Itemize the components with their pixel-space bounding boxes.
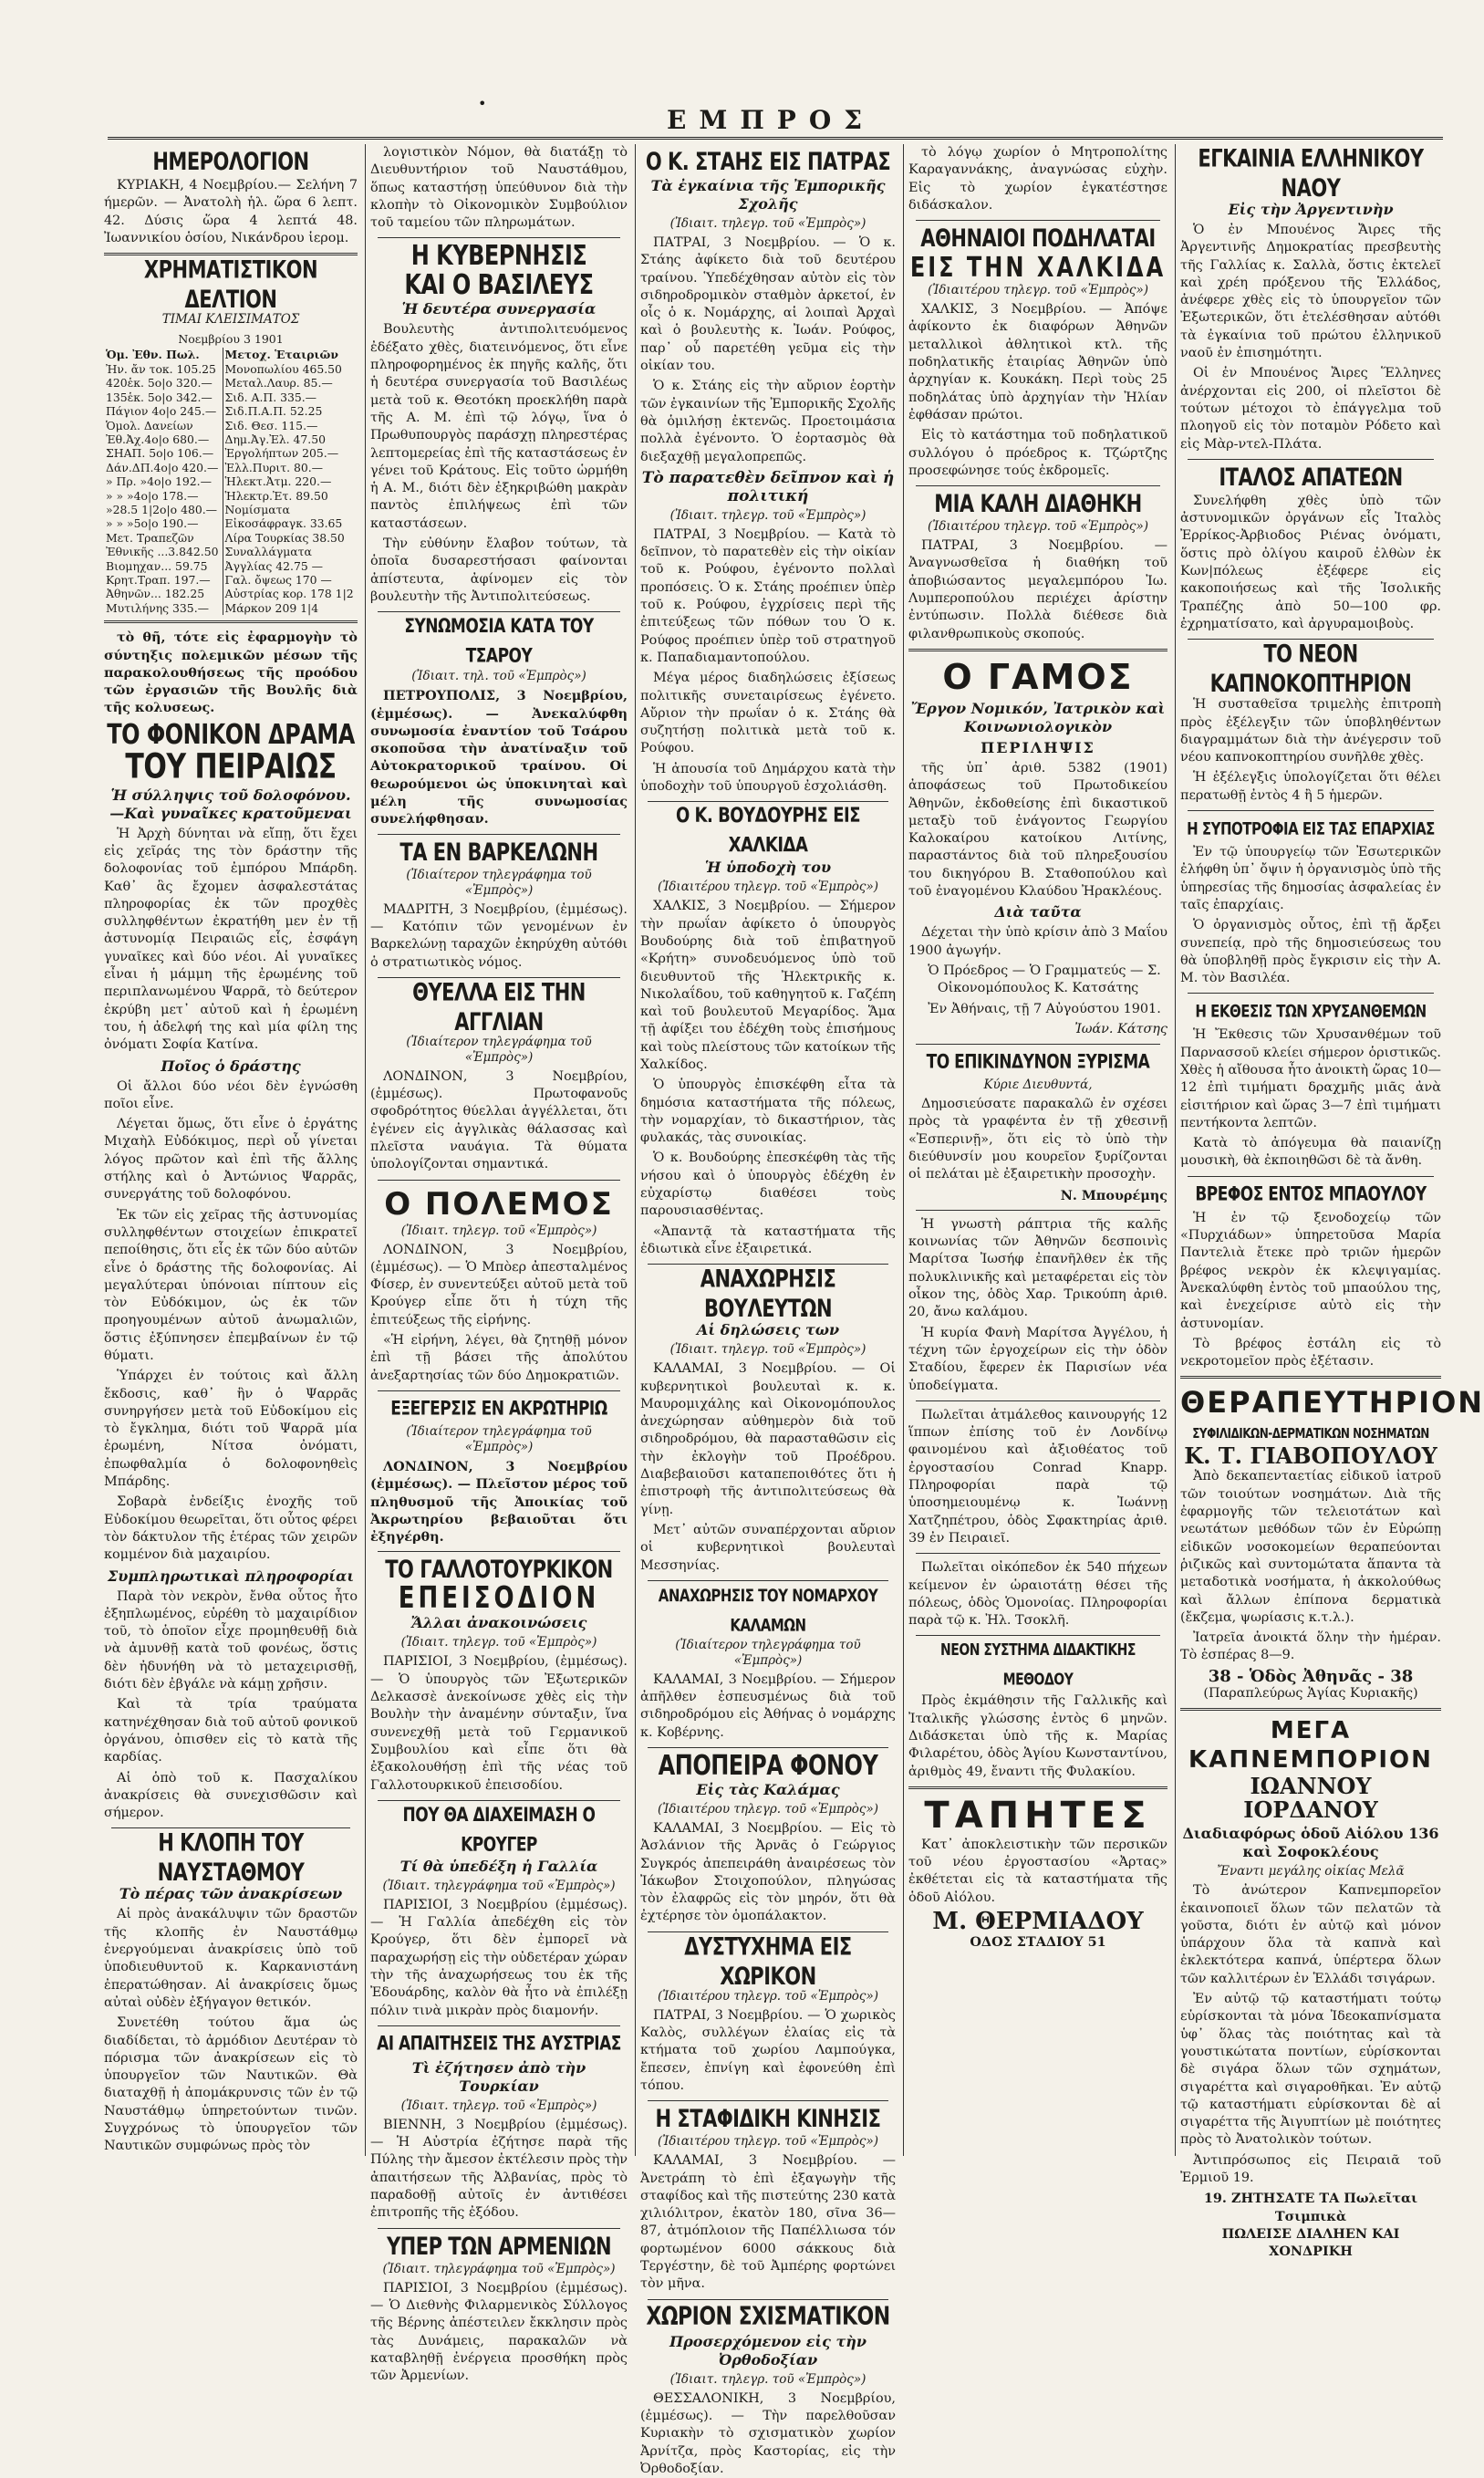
article-text: Καὶ τὰ τρία τραύματα κατηνέχθησαν διὰ τοῦ αὐτοῦ φονικοῦ ὀργάνου, ὀπισθεν εἰς τὸ κατὰ τῆς καρδίας. — [104, 1697, 358, 1765]
table-cell: » » »5ο|ο 190.— — [106, 516, 199, 531]
article-text: ΠΕΤΡΟΥΠΟΛΙΣ, 3 Νοεμβρίου, (ἐμμέσως). — Ἀνεκαλύφθη συνωμοσία ἐναντίον τοῦ Τσάρου σκοποῦσα τὴν ἀνατίναξιν τοῦ Αὐτοκρατορικοῦ τραίνου. Οἱ θεωρούμενοι ὡς ὑποκινηταὶ καὶ μέλη τῆς συνωμοσίας συνελήφθησαν. — [370, 688, 628, 828]
article-text: Ὁ ὑπουργὸς ἐπισκέφθη εἶτα τὰ δημόσια καταστήματα τῆς πόλεως, τὴν νομαρχίαν, τὸ δικαστήριον, τὰς φυλακάς, τὰς συνοικίας. — [640, 1078, 896, 1146]
section-subtitle: Τὰ ἐγκαίνια τῆς Ἐμπορικῆς Σχολῆς — [650, 177, 886, 213]
divider — [908, 1786, 1167, 1789]
section-subtitle: ΠΕΡΙΛΗΨΙΣ — [981, 738, 1095, 756]
section-title: ΤΟ ΦΟΝΙΚΟΝ ΔΡΑΜΑ — [107, 718, 355, 751]
article-text: ΒΙΕΝΝΗ, 3 Νοεμβρίου (ἐμμέσως). — Ἡ Αὐστρία ἐζήτησε παρὰ τῆς Πύλης τὴν ἄμεσον ἐκτέλεσιν πρὸς τὴν ἀπαιτήσεων τῆς Ἀλβανίας, πρὸς τὸ παραδοθῇ αὐτοῖς ἐν ἀντιθέσει ἐπιτροπῆς τῆς ἐξόδου. — [370, 2117, 628, 2221]
article-signature: Ἰωάν. Κάτσης — [1074, 1021, 1167, 1036]
article-text: λογιστικὸν Νόμον, θὰ διατάξῃ τὸ Διευθυντήριον τοῦ Ναυστάθμου, ὅπως καταστήσῃ ὑπεύθυνον διὰ τὴν κλοπὴν τὸ Οἰκονομικὸν Συμβούλιον τοῦ ταμείου τῶν πληρωμάτων. — [370, 145, 628, 231]
article-text: ΠΑΤΡΑΙ, 3 Νοεμβρίου. — Ὁ χωρικὸς Καλὸς, συλλέγων ἐλαίας εἰς τὰ κτήματα τοῦ χωρίου Λαμπούγκα, ἔπεσεν, ἐπνίγη καὶ ἐφονεύθη ἐπὶ τόπου. — [640, 2007, 896, 2093]
article-text: Δέχεται τὴν ὑπὸ κρίσιν ἀπὸ 3 Μαΐου 1900 ἀγωγήν. — [908, 925, 1167, 958]
divider — [1188, 459, 1434, 460]
section-title: ΠΟΥ ΘΑ ΔΙΑΧΕΙΜΑΣΗ Ο ΚΡΟΥΓΕΡ — [402, 1804, 596, 1857]
divider — [916, 220, 1160, 221]
section-subtitle: (Ἰδιαίτερον τηλεγράφημα τοῦ «Ἐμπρὸς») — [406, 1423, 592, 1454]
article-text: ΠΑΤΡΑΙ, 3 Νοεμβρίου. — Ὁ κ. Στάης ἀφίκετο διὰ τοῦ δευτέρου τραίνου. Ὑπεδέχθησαν αὐτὸν εἰς τὸν σιδηροδρομικὸν σταθμὸν ἀρκετοί, ἐν οἷς ὁ κ. Νομάρχης, αἱ λοιπαὶ Ἀρχαὶ καὶ ὁ βουλευτὴς κ. Ἰωάν. Ρούφος, παρ᾽ οὗ παρετέθη γεῦμα εἰς τὴν οἰκίαν του. — [640, 235, 896, 374]
section-title: ΝΕΟΝ ΣΥΣΤΗΜΑ ΔΙΔΑΚΤΙΚΗΣ ΜΕΘΟΔΟΥ — [940, 1641, 1136, 1690]
divider — [916, 1553, 1160, 1554]
article-text: Μέγα μέρος διαδηλώσεις ἐξίσεως πολιτικῆς συνεταιρίσεως ἐγένετο. Αὔριον τὴν πρωΐαν ὁ κ. Στάης θὰ συζητήσῃ πολιτικὰ μετὰ τοῦ κ. Ρούφου. — [640, 671, 896, 756]
article-text: Ἀπὸ δεκαπενταετίας εἰδικοῦ ἰατροῦ τῶν τοιούτων νοσημάτων. Διὰ τῆς ἐφαρμογῆς τῶν τελειοτάτων καὶ νεωτάτων μεθόδων τῶν ἐν Εὐρώπῃ εἰδικῶν νοσοκομείων θεραπεύονται ῥιζικῶς καὶ συντομώτατα ἅπαντα τὰ μεταδοτικὰ νοσήματα, ἡ ἀκκολούθως καὶ ἄλλων ἐπίπονα δερματικὰ (ἔκζεμα, ψωρίασις κ.τ.λ.). — [1180, 1469, 1441, 1625]
article-text: ΠΑΡΙΣΙΟΙ, 3 Νοεμβρίου (ἐμμέσως). — Ὁ Διεθνὴς Φιλαρμενικὸς Σύλλογος τῆς Βέρνης ἀπέστειλεν ἔκκλησιν πρὸς τὰς Δυνάμεις, παρακαλῶν νὰ καταβληθῇ ἐνέργεια προσθήκη πρὸς τῶν Ἀρμενίων. — [370, 2280, 628, 2384]
section-subtitle: (Ἰδιαιτ. τηλεγρ. τοῦ «Ἐμπρὸς») — [669, 2371, 867, 2387]
table-row — [104, 362, 358, 376]
table-cell: Ἠν. ἄν τοκ. 105.25 — [106, 361, 216, 376]
article-text: Ὁ ἐν Μπουένος Ἄιρες τῆς Ἀργεντινῆς Δημοκρατίας πρεσβευτὴς τῆς Γαλλίας κ. Σαλλὰ, ὅστις ἐκτελεῖ καὶ χρέη πρόξενου τῆς Ἑλλάδος, ἀνέφερε χθὲς εἰς τὸ ὑπουργεῖον τῶν Ἐξωτερικῶν, ὅτι ἐτελέσθησαν αὐτόθι τὰ ἐγκαίνια τοῦ πρώτου ἐλληνικοῦ ναοῦ ἐν ἐπισημότητι. — [1180, 223, 1441, 361]
column-rule — [1175, 144, 1176, 2156]
section-title: ΕΠΕΙΣΟΔΙΟΝ — [398, 1581, 600, 1617]
section-subtitle: Ἡ ὑποδοχὴ του — [704, 859, 832, 877]
article-text: ΚΑΛΑΜΑΙ, 3 Νοεμβρίου. — Σήμερον ἀπῆλθεν ἐσπευσμένως διὰ τοῦ σιδηροδρόμου εἰς Ἀθήνας ὁ νομάρχης κ. Κοβέρνης. — [640, 1671, 896, 1740]
section-title: Τὸ παρατεθὲν δεῖπνον καὶ ἡ πολιτική — [641, 468, 895, 505]
article-text: Οἱ ἄλλοι δύο νέοι δὲν ἐγνώσθη ποῖοι εἶνε. — [104, 1078, 358, 1111]
table-cell: Δάν.ΔΠ.4ο|ο 420.— — [106, 460, 219, 474]
article-text: Ἡ ἀπουσία τοῦ Δημάρχου κατὰ τὴν ὑποδοχὴν τοῦ ὑπουργοῦ ἐσχολιάσθη. — [640, 761, 896, 795]
ad-name: Κ. Τ. ΓΙΑΒΟΠΟΥΛΟΥ — [1184, 1442, 1437, 1470]
ad-address: (Παραπλεύρως Ἁγίας Κυριακῆς) — [1203, 1686, 1418, 1701]
divider — [648, 2100, 888, 2101]
table-row — [104, 446, 358, 460]
table-cell: Ἡλεκτρ.Ἐτ. 89.50 — [223, 489, 358, 503]
article-text: Ἐν αὐτῷ τῷ καταστήματι τούτῳ εὑρίσκονται τὰ μόνα Ἰδεοκαπνίσματα ὑφ᾽ ὅλας τὰς ποιότητας καὶ τὰ γουστικώτατα ποντίων, εὑρίσκονται δὲ σιγάρα ὅλων τῶν σχημάτων, σιγαρέττα καὶ σιγαροθῆκαι. Ἐν αὐτῷ τῷ καταστήματι εὑρίσκονται δὲ αἱ σιγαρέττα τῆς Ἀιγυπτίων μὲ ποιότητες πρὸς τὸ Ἀνατολικὸν τούτων. — [1180, 1992, 1441, 2148]
article-text: «Ἀπαντᾷ τὰ καταστήματα τῆς ἐδιωτικὰ εἶνε ἐξαιρετικά. — [640, 1223, 896, 1256]
article-text: Τὴν εὐθύνην ἔλαβον τούτων, τὰ ὁποῖα δυσαρεστήσασι φαίνονται ἀπίστευτα, ἀφίνομεν εἰς τὸν βουλευτὴν τῆς Ἀντιπολιτεύσεως. — [370, 536, 628, 604]
section-subtitle: (Ἰδιαίτερον τηλεγράφημα τοῦ «Ἐμπρὸς») — [675, 1637, 861, 1668]
article-text: Κατὰ τὸ ἀπόγευμα θὰ παιανίζῃ μουσικὴ, θὰ ἐκποιηθῶσι δὲ τὰ ἄνθη. — [1180, 1136, 1441, 1169]
article-text: ΧΑΛΚΙΣ, 3 Νοεμβρίου. — Σήμερον τὴν πρωΐαν ἀφίκετο ὁ ὑπουργὸς Βουδούρης διὰ τοῦ ἐπιβατηγοῦ «Κρήτη» συνοδευόμενος ὑπὸ τοῦ διευθυντοῦ τῆς Ἠλεκτρικῆς κ. Νικολαΐδου, τοῦ καθηγητοῦ κ. Γαζέπη καὶ τοῦ βουλευτοῦ Μεγαρίδος. Ἅμα τῇ ἀφίξει του ἐδέχθη τοὺς ἐπισήμους καὶ τοὺς πλείστους τῶν κατοίκων τῆς Χαλκίδος. — [640, 899, 896, 1072]
article-text: Παρὰ τὸν νεκρὸν, ἔνθα οὗτος ἦτο ἐξηπλωμένος, εὑρέθη τὸ μαχαιρίδιον τοῦ, τὸ ὁποῖον εἶχε προμηθευθῇ διὰ νὰ ἀμυνθῇ κατὰ τοῦ φονέως, ὅστις δὲν ἠδυνήθη νὰ τὸ μεταχειρισθῇ, διότι δὲν ἐβγάλε νὰ κάμῃ χρῆσιν. — [104, 1588, 358, 1692]
article-text: Ἀντιπρόσωπος εἰς Πειραιᾶ τοῦ Ἐρμιοῦ 19. — [1180, 2152, 1441, 2186]
article-text: Ἰατρεῖα ἀνοικτά ὅλην τὴν ἡμέραν. Τὸ ἑσπέρας 8—9. — [1180, 1630, 1441, 1663]
section-title: ΑΝΑΧΩΡΗΣΙΣ ΤΟΥ ΝΟΜΑΡΧΟΥ ΚΑΛΑΜΩΝ — [658, 1585, 878, 1636]
section-subtitle: (Ἰδιαίτερον τηλεγράφημα τοῦ «Ἐμπρὸς») — [406, 867, 592, 898]
divider — [378, 834, 620, 835]
article-text: Ὁ ὀργανισμὸς οὗτος, ἐπὶ τῇ ἄρξει συνεπείᾳ, πρὸ τῆς δημοσιεύσεως του θὰ ὑποβληθῇ πρὸς ἔγκρισιν εἰς τὴν Α. Μ. τὸν Βασιλέα. — [1180, 918, 1441, 986]
table-cell: Μυτιλήνης 335.— — [106, 600, 210, 615]
section-subtitle: Κύριε Διευθυντά, — [983, 1078, 1093, 1093]
table-cell: » » »4ο|ο 178.— — [106, 488, 199, 503]
table-cell: Γαλ. ὄψεως 170 — — [223, 573, 358, 587]
table-cell: Σιδ. Α.Π. 335.— — [223, 390, 358, 404]
article-text: ΠΑΤΡΑΙ, 3 Νοεμβρίου. — Κατὰ τὸ δεῖπνον, τὸ παρατεθὲν εἰς τὴν οἰκίαν τοῦ κ. Ρούφου, ἐγένοντο πολλαὶ προπόσεις. Ὁ κ. Στάης προέπιεν ὑπὲρ τοῦ κ. Ρούφου, ἐγχρίσεις περὶ τῆς ἐπιτεύξεως τῶν πόθων του Ὁ κ. Ρούφος προέπιεν ὑπὲρ τοῦ στρατηγοῦ κ. Παπαδιαμαντοπούλου. — [640, 526, 896, 665]
table-cell: Πάγιον 4ο|ο 245.— — [106, 404, 217, 419]
column-3 — [640, 144, 896, 2476]
section-title: ΕΓΚΑΙΝΙΑ ΕΛΛΗΝΙΚΟΥ ΝΑΟΥ — [1198, 144, 1424, 203]
article-text: Ὁ κ. Βουδούρης ἐπεσκέφθη τὰς τῆς νήσου καὶ ὁ ὑπουργὸς ἐδέχθη ἐν εὐχαρίστῳ διαθέσει τοὺς παρουσιασθέντας. — [640, 1150, 896, 1219]
section-title: ΤΟ ΝΕΟΝ ΚΑΠΝΟΚΟΠΤΗΡΙΟΝ — [1209, 640, 1412, 698]
masthead-title: ΕΜΠΡΟΣ — [666, 105, 876, 135]
divider — [648, 1747, 888, 1748]
section-subtitle: ΤΙΜΑΙ ΚΛΕΙΣΙΜΑΤΟΣ — [161, 312, 300, 328]
section-title: ΜΙΑ ΚΑΛΗ ΔΙΑΘΗΚΗ — [934, 490, 1142, 518]
article-text: Τὸ βρέφος ἐστάλη εἰς τὸ νεκροτομεῖον πρὸς ἐξέτασιν. — [1180, 1336, 1441, 1369]
table-row — [104, 573, 358, 587]
section-subtitle: Τί θὰ ὑπεδέξη ἡ Γαλλία — [400, 1857, 598, 1875]
article-text: Ἡ συσταθεῖσα τριμελὴς ἐπιτροπὴ πρὸς ἐξέλεγξιν τῶν ὑποβληθέντων διαγραμμάτων διὰ τὴν ἀνέγερσιν τοῦ νέου καπνοκοπτηρίου συνῆλθε χθὲς. — [1180, 697, 1441, 765]
table-row — [104, 404, 358, 418]
article-text: ΠΑΤΡΑΙ, 3 Νοεμβρίου. — Ἀναγνωσθεῖσα ἡ διαθήκη τοῦ ἀποβιώσαντος μεγαλεμπόρου Ἰω. Λυμπεροπούλου περιέχει ἀρίστην ἐντύπωσιν. Πολλὰ διέθεσε διὰ φιλανθρωπικοὺς σκοπούς. — [908, 538, 1167, 641]
ad-subtitle: Διαδιαφόρως ὁδοῦ Αἰόλου 136 καὶ Σοφοκλέους — [1182, 1825, 1439, 1861]
table-row — [104, 419, 358, 432]
divider — [916, 1210, 1160, 1211]
article-text: Ἡ κυρία Φανὴ Μαρίτσα Ἀγγέλου, ἡ τέχνη τῶν ἐργοχείρων εἰς τὴν ὁδὸν Σταδίου, ἔφερεν ἐκ Παρισίων νέα ὑποδείγματα. — [908, 1325, 1167, 1393]
article-text: Οἱ ἐν Μπουένος Ἄιρες Ἕλληνες ἀνέρχονται εἰς 200, οἱ πλεῖστοι δὲ τούτων μέτοχοι τὸ ἐπάγγελμα τοῦ πλοηγοῦ εἰς τὸν ποταμὸν Ρόδετο καὶ εἰς Μὰρ-ντελ-Πλάτα. — [1180, 366, 1441, 452]
classified-ad: Πωλεῖται οἰκόπεδον ἐκ 540 πήχεων κείμενον ἐν ὡραιοτάτῃ θέσει τῆς πόλεως, ὁδὸς Ὁμονοίας. Πληροφορίαι παρὰ τῷ κ. Ἠλ. Τσοκλῆ. — [908, 1560, 1167, 1629]
section-subtitle: Εἰς τὴν Ἀργεντινὴν — [1228, 201, 1394, 218]
ad-footer: ΠΩΛΕΙΣΕ ΔΙΑΛΗΕΝ ΚΑΙ ΧΟΝΔΡΙΚΗ — [1221, 2225, 1400, 2260]
table-row — [104, 390, 358, 404]
section-title: Η ΕΚΘΕΣΙΣ ΤΩΝ ΧΡΥΣΑΝΘΕΜΩΝ — [1195, 1001, 1427, 1022]
table-cell: Νομίσματα — [223, 503, 358, 516]
table-row — [104, 531, 358, 545]
table-cell: Ἐλλ.Πυριτ. 80.— — [223, 461, 358, 474]
section-subtitle: (Ἰδιαιτ. τηλεγρ. τοῦ «Ἐμπρὸς») — [400, 2098, 597, 2113]
article-text: ΛΟΝΔΙΝΟΝ, 3 Νοεμβρίου (ἐμμέσως). — Πλεῖστον μέρος τοῦ πληθυσμοῦ τῆς Ἀποικίας τοῦ Ἀκρωτηρίου βεβαιοῦται ὅτι ἐξηγέρθη. — [370, 1458, 628, 1546]
divider — [1180, 1376, 1441, 1379]
column-4 — [908, 144, 1167, 2160]
divider — [916, 1400, 1160, 1401]
article-text: Ἡ γνωστὴ ράπτρια τῆς καλῆς κοινωνίας τῶν Ἀθηνῶν δεσποινὶς Μαρίτσα Ἰωσήφ ἐπανῆλθεν ἐκ τῆς πολυκλινικῆς καὶ μεταφέρεται εἰς τὸν οἶκον της, ὁδὸς Χαρ. Τρικούπη ἀριθ. 20, ἄνω καλάμου. — [908, 1216, 1167, 1320]
table-row — [104, 545, 358, 558]
section-subtitle: (Ἰδιαιτ. τηλεγράφημα τοῦ «Ἐμπρὸς») — [382, 2261, 616, 2276]
divider — [1188, 993, 1434, 994]
table-cell: Ὁμολ. Δανείων — [106, 418, 193, 432]
divider — [378, 1180, 620, 1181]
section-subtitle: (Ἰδιαιτ. τηλεγρ. τοῦ «Ἐμπρὸς») — [669, 216, 867, 231]
table-cell: Ἐργολήπτων 205.— — [223, 446, 358, 460]
article-text: Κατ᾽ ἀποκλειστικὴν τῶν περσικῶν τοῦ νέου ἐργοστασίου «Ἀρτας» ἐκθέτεται εἰς τὰ καταστήματα τῆς ὁδοῦ Αἰόλου. — [908, 1837, 1167, 1905]
divider — [916, 1044, 1160, 1045]
section-title: ΕΞΕΓΕΡΣΙΣ ΕΝ ΑΚΡΩΤΗΡΙΩ — [390, 1397, 607, 1421]
section-subtitle: (Ἰδιαιτέρου τηλεγρ. τοῦ «Ἐμπρὸς») — [657, 1988, 879, 2004]
table-cell: 135ἑκ. 5ο|ο 342.— — [106, 390, 213, 404]
column-rule — [635, 144, 636, 2156]
section-title: Η ΚΛΟΠΗ ΤΟΥ ΝΑΥΣΤΑΘΜΟΥ — [157, 1829, 305, 1887]
table-header: Μετοχ. Ἑταιριῶν — [223, 348, 358, 361]
section-title: Η ΣΤΑΦΙΔΙΚΗ ΚΙΝΗΣΙΣ — [655, 2105, 881, 2133]
table-cell: Ἀθηνῶν... 182.25 — [106, 587, 205, 601]
divider — [104, 620, 358, 623]
column-rule — [365, 144, 366, 2156]
section-title: ΑΙ ΑΠΑΙΤΗΣΕΙΣ ΤΗΣ ΑΥΣΤΡΙΑΣ — [377, 2032, 621, 2056]
section-subtitle: (Ἰδιαιτ. τηλεγρ. τοῦ «Ἐμπρὸς») — [400, 1223, 597, 1238]
article-text: ΛΟΝΔΙΝΟΝ, 3 Νοεμβρίου, (ἐμμέσως). Πρωτοφανοῦς σφοδρότητος θύελλαι ἀγγέλλεται, ὅτι ἐγένεν εἰς ἀγγλικὰς θάλασσας καὶ πλεῖστα ναυάγια. Τὰ θύματα ὑπολογίζονται σημαντικά. — [370, 1068, 628, 1172]
article-text: ΚΑΛΑΜΑΙ, 3 Νοεμβρίου. — Οἱ κυβερνητικοὶ βουλευταὶ κ. κ. Μαυρομιχάλης καὶ Οἰκονομόπουλος ἀνεχώρησαν αὐθημερὸν διὰ τοῦ σιδηροδρόμου, θὰ παρασταθῶσιν εἰς τὴν ἐκλογὴν τοῦ Προέδρου. Διαβεβαιοῦσι καταπεποιθότες ὅτι ἡ ἐπιστροφὴ τῆς ἀντιπολιτεύσεως θὰ γίνῃ. — [640, 1361, 896, 1517]
article-date: Ἐν Ἀθήναις, τῇ 7 Αὐγούστου 1901. — [928, 1001, 1161, 1016]
article-text: Αἱ πρὸς ἀνακάλυψιν τῶν δραστῶν τῆς κλοπῆς ἐν Ναυστάθμῳ ἐνεργούμεναι ἀνακρίσεις ὑπὸ τοῦ ὑποδιευθυντοῦ κ. Καρκανιστάνη ἐπερατώθησαν. Αἱ ἀνακρίσεις ὅμως αὐταὶ οὐδὲν ἐξήγαγον θετικόν. — [104, 1907, 358, 2010]
section-subtitle: Αἱ δηλώσεις των — [696, 1321, 840, 1339]
article-text: ΧΑΛΚΙΣ, 3 Νοεμβρίου. — Ἀπόψε ἀφίκοντο ἐκ διαφόρων Ἀθηνῶν μεταλλικοὶ ἀθλητικοὶ κτλ. τῆς ποδηλατικῆς ἑταιρίας Ἀθηνῶν ὑπὸ ἀρχηγίαν κ. Κουκάκη. Περὶ τοὺς 25 ποδηλάτας ὑπὸ ἀρχηγίαν τὴν Ἠλίαν ἐφθάσαν πρώτοι. — [908, 302, 1167, 422]
article-text: ΘΕΣΣΑΛΟΝΙΚΗ, 3 Νοεμβρίου, (ἐμμέσως). — Τὴν παρελθοῦσαν Κυριακὴν τὸ σχισματικὸν χωρίον Ἀρνίτζα, πρὸς Καστορίας, εἰς τὴν Ὀρθοδοξίαν. — [640, 2390, 896, 2476]
table-row — [104, 516, 358, 530]
article-text: Ὁ Πρόεδρος — Ὁ Γραμματεύς — Σ. Οἰκονομόπουλος Κ. Κατσάτης — [928, 963, 1161, 996]
section-title: ΣΥΝΩΜΟΣΙΑ ΚΑΤΑ ΤΟΥ ΤΣΑΡΟΥ — [404, 615, 594, 668]
article-text: Δημοσιεύσατε παρακαλῶ ἐν σχέσει πρὸς τὰ γραφέντα ἐν τῇ χθεσινῇ «Ἐσπερινῇ», ὅτι εἰς τὸ ὑπὸ τὴν διεύθυνσίν μου κουρεῖον ξυρίζονται οἱ πελάται μὲ ἐξαιρετικὴν προσοχὴν. — [908, 1097, 1167, 1182]
table-cell: Ἀγγλίας 42.75 — — [223, 559, 358, 573]
article-text: Εἰς τὸ κατάστημα τοῦ ποδηλατικοῦ συλλόγου ὁ πρόεδρος κ. Τζώρτζης προσεφώνησε τούς ἐκδρομεῖς. — [908, 428, 1167, 478]
divider — [908, 649, 1167, 651]
section-subtitle: Ἡ δευτέρα συνεργασία — [401, 300, 597, 318]
ad-title: ΘΕΡΑΠΕΥΤΗΡΙΟΝ — [1180, 1385, 1484, 1421]
section-title: ΗΜΕΡΟΛΟΓΙΟΝ — [152, 148, 309, 175]
section-title: ΧΩΡΙΟΝ ΣΧΙΣΜΑΤΙΚΟΝ — [646, 2302, 890, 2331]
table-cell: Ἡλεκτ.Ἀτμ. 220.— — [223, 474, 358, 488]
column-2 — [370, 144, 628, 2384]
divider — [378, 2025, 620, 2026]
section-subtitle: Ἡ σύλληψις τοῦ δολοφόνου. —Καὶ γυναῖκες κρατοῦμεναι — [109, 786, 352, 822]
section-title: Ο Κ. ΒΟΥΔΟΥΡΗΣ ΕΙΣ ΧΑΛΚΙΔΑ — [675, 804, 861, 859]
section-subtitle: Εἰς τὰς Καλάμας — [696, 1781, 840, 1798]
table-cell: Μεταλ.Λαυρ. 85.— — [223, 376, 358, 390]
table-cell: Λίρα Τουρκίας 38.50 — [223, 531, 358, 545]
article-text: ΚΑΛΑΜΑΙ, 3 Νοεμβρίου. — Εἰς τὸ Ἀσλάνιον τῆς Ἀρνᾶς ὁ Γεώργιος Συγκρός ἀπεπειράθη ἀναιρέσεως τὸν Ἰάκωβον Στοιχοπούλον, πληγώσας τὸν ἐλαφρῶς εἰς τὸν μηρόν, ὅτι θὰ ἐχτέρησε τὸν ὁμοπάλακτον. — [640, 1821, 896, 1924]
table-cell: Δημ.Ἀγ.Ἐλ. 47.50 — [223, 432, 358, 446]
article-text: τῆς ὑπ᾽ ἀριθ. 5382 (1901) ἀποφάσεως τοῦ Πρωτοδικείου Ἀθηνῶν, ἐκδοθείσης ἐπὶ δικαστικοῦ μεταξὺ τοῦ ἐνάγοντος Γεωργίου Καλοκαίρου κατοίκου Λιτίνης, παραστάντος διὰ τοῦ πληρεξουσίου του δικηγόρου Β. Σταθοπούλου καὶ τοῦ ἐναγομένου Κλαύδου Ἠρακλέους. — [908, 760, 1167, 900]
section-title: ΤΑ ΕΝ ΒΑΡΚΕΛΩΝΗ — [400, 838, 598, 866]
article-text: ΜΑΔΡΙΤΗ, 3 Νοεμβρίου, (ἐμμέσως). — Κατόπιν τῶν γενομένων ἐν Βαρκελώνῃ ταραχῶν ἐκηρύχθη αὐτόθι ὁ στρατιωτικὸς νόμος. — [370, 901, 628, 970]
section-subtitle: (Ἰδιαιτέρου τηλεγρ. τοῦ «Ἐμπρὸς») — [927, 519, 1149, 535]
section-subtitle: (Ἰδιαιτ. τηλ. τοῦ «Ἐμπρὸς») — [411, 669, 586, 684]
section-subtitle: Τὸ πέρας τῶν ἀνακρίσεων — [119, 1885, 343, 1903]
article-text: Ἐκ τῶν εἰς χεῖρας τῆς ἀστυνομίας συλληφθέντων στοιχείων ἐπικρατεῖ πεποίθησις, ὅτι εἷς ἐκ τῶν δύο αὐτῶν εἶνε ὁ δράστης τῆς δολοφονίας. Αἱ μεγαλύτεραι ὑπόνοιαι πίπτουν εἰς τὸν Εὐδόκιμον, ὡς ἐκ τῶν προηγουμένων αὐτοῦ ἀνωμαλιῶν, ὅστις ἐξύπνησεν ἐπεμβαίνων ἐν τῷ θύματι. — [104, 1207, 358, 1363]
ad-name: ΙΩΑΝΝΟΥ ΙΟΡΔΑΝΟΥ — [1243, 1773, 1378, 1824]
section-title: Η ΚΥΒΕΡΝΗΣΙΣ — [410, 239, 587, 272]
table-cell: » Πρ. »4ο|ο 192.— — [106, 474, 212, 489]
masthead-rule — [108, 137, 1443, 140]
divider — [378, 1551, 620, 1552]
ad-address: ΟΔΟΣ ΣΤΑΔΙΟΥ 51 — [970, 1934, 1106, 1951]
section-subtitle: Ἄλλαι ἀνακοινώσεις — [410, 1614, 587, 1632]
section-title: ΤΟ ΓΑΛΛΟΤΟΥΡΚΙΚΟΝ — [385, 1556, 613, 1584]
section-subtitle: Συμπληρωτικαὶ πληροφορίαι — [107, 1567, 355, 1585]
table-row — [104, 587, 358, 600]
article-text: Ἡ Ἀρχὴ δύνηται νὰ εἴπῃ, ὅτι ἔχει εἰς χεῖράς της τὸν δράστην τῆς δολοφονίας τοῦ ἐμπόρου Μπάρδη. Καθ᾽ ἃς ἔχομεν ἀσφαλεστάτας πληροφορίας ἐκ τῶν προχθὲς συλληφθέντων ἐκρατήθη μεν ἐν τῇ ἀστυνομίᾳ Πειραιῶς εἷς, ἐσφάγη γυναῖκες καὶ δύο νέοι. Αἱ γυναῖκες εἶναι ἡ μάμμη τῆς ἐρωμένης τοῦ περιπλανωμένου Ψαρρᾶ, τὸ δεύτερον ἐκρύβη μετ᾽ αὐτοῦ καὶ ἡ ἐρωμένη του, ἡ ἀδελφή της καὶ μία φίλη της ὀνόματι Σοφία Κατίνα. — [104, 826, 358, 1053]
section-title: ΕΙΣ ΤΗΝ ΧΑΛΚΙΔΑ — [909, 251, 1167, 284]
section-title: ΔΥΣΤΥΧΗΜΑ ΕΙΣ ΧΩΡΙΚΟΝ — [684, 1932, 852, 1991]
article-text: Λέγεται ὅμως, ὅτι εἶνε ὁ ἐργάτης Μιχαὴλ Εὐδόκιμος, περὶ οὗ γίνεται λόγος πρῶτον καὶ ἐπὶ τῆς ἄλλης στήλης καὶ ὁ Ἀντώνιος Ψαρρᾶς, συνεργάτης τοῦ δολοφόνου. — [104, 1117, 358, 1203]
table-cell: Μονοπωλίου 465.50 — [223, 362, 358, 376]
divider — [378, 237, 620, 238]
divider — [648, 2299, 888, 2300]
table-row — [104, 348, 358, 361]
table-cell: Αὐστρίας κορ. 178 1|2 — [223, 587, 358, 600]
article-text: Συνελήφθη χθὲς ὑπὸ τῶν ἀστυνομικῶν ὀργάνων εἷς Ἰταλὸς Ἐρρίκος-Ἀρβιοδος Ριένας ὀνόματι, ὅστις πρὸ ὀλίγου καιροῦ ἐλθὼν ἐκ Κων|πόλεως ἐξέφερε εἰς κακοποιήσεως καὶ τῆς Ἰσολικῆς Τραπέζης ἀπὸ 50—100 φρ. ἐχρηματίσατο, καὶ ἀργυραμοιβοὺς. — [1180, 493, 1441, 631]
table-cell: 420ἑκ. 5ο|ο 320.— — [106, 376, 213, 390]
table-row — [104, 559, 358, 573]
table-cell: Συναλλάγματα — [223, 545, 358, 558]
top-mark: • — [478, 95, 487, 112]
table-cell: ΣΗΑΠ. 5ο|ο 106.— — [106, 446, 214, 461]
article-text: ΠΑΡΙΣΙΟΙ, 3 Νοεμβρίου (ἐμμέσως). — Ἡ Γαλλία ἀπεδέχθη εἰς τὸν Κρούγερ, ὅτι δὲν ἐμπορεῖ νὰ παραχωρήσῃ εἰς τὴν οὐδετέραν χώραν τὴν τῆς ἀναχωρήσεως του ἐκ τῆς Ἐδουάρδης, καλὸν θὰ ἦτο νὰ ἐπιλέξῃ πόλιν τινὰ μικρὰν πρὸς διαμονήν. — [370, 1897, 628, 2018]
table-row — [104, 376, 358, 390]
section-subtitle: (Ἰδιαιτέρου τηλεγρ. τοῦ «Ἐμπρὸς») — [657, 880, 879, 895]
article-text: Ὑπάρχει ἐν τούτοις καὶ ἄλλη ἔκδοσις, καθ᾽ ἣν ὁ Ψαρρᾶς συνηργήσεν μετὰ τοῦ Εὐδοκίμου εἰς τὸ ἔγκλημα, διότι τοῦ Ψαρρᾶ μία ἐρωμένη, Νίτσα ὀνόματι, ἐπωφθαλμία ὁ δολοφονηθεὶς Μπάρδης. — [104, 1369, 358, 1490]
table-cell: Βιομηχαν... 59.75 — [106, 558, 208, 573]
article-text: Ἡ ἐν τῷ ξενοδοχείῳ τῶν «Πυρχιάδων» ὑπηρετοῦσα Μαρία Παντελιὰ ἔτεκε πρὸ τριῶν ἡμερῶν βρέφος νεκρὸν ἐκ κλεψιγαμίας. Ἀνεκαλύφθη ἐντὸς τοῦ μπαούλου της, καὶ ἐνεχείρισε αὐτὸ εἰς τὴν ἀστυνομίαν. — [1180, 1210, 1441, 1331]
market-date: Νοεμβρίου 3 1901 — [178, 332, 284, 347]
ad-name: Μ. ΘΕΡΜΙΑΔΟΥ — [932, 1908, 1144, 1936]
table-row — [104, 601, 358, 615]
article-text: ΛΟΝΔΙΝΟΝ, 3 Νοεμβρίου, (ἐμμέσως). — Ὁ Μπὸερ ἀπεσταλμένος Φίσερ, ἐν συνεντεύξει αὐτοῦ μετὰ τοῦ Κρούγερ εἶπε ὅτι ἡ τύχη τῆς ἐπιτεύξεως τῆς εἰρήνης. — [370, 1242, 628, 1328]
section-subtitle: (Ἰδιαιτέρου τηλεγρ. τοῦ «Ἐμπρὸς») — [657, 1802, 879, 1817]
section-subtitle: (Ἰδιαιτ. τηλεγράφημα τοῦ «Ἐμπρὸς») — [382, 1878, 616, 1893]
section-title: ΧΡΗΜΑΤΙΣΤΙΚΟΝ ΔΕΛΤΙΟΝ — [143, 255, 318, 314]
article-text: τὸ λόγῳ χωρίον ὁ Μητροπολίτης Καραγαννάκης, ἀναγνώσας εὐχὴν. Εἰς τὸ χωρίον ἐγκατέστησε διδάσκαλον. — [908, 145, 1167, 213]
classified-ad: Πωλεῖται ἀτμάλεθος καινουργής 12 ἵππων ἐπίσης τοῦ ἐν Λονδίνῳ φαινομένου καὶ ἀξιοθέατος τοῦ ἐργοστασίου Conrad Κnapp. Πληροφορίαι παρὰ τῷ ὑποσημειουμένῳ κ. Ἰωάννῃ Χατζηπέτρου, ὁδὸς Σφακτηρίας ἀριθ. 39 ἐν Πειραιεῖ. — [908, 1407, 1167, 1546]
section-subtitle: Προσερχόμενον εἰς τὴν Ὀρθοδοξίαν — [669, 2332, 867, 2369]
section-subtitle: (Ἰδιαιτ. τηλεγρ. τοῦ «Ἐμπρὸς») — [400, 1635, 597, 1650]
ad-title: ΜΕΓΑ ΚΑΠΝΕΜΠΟΡΙΟΝ — [1188, 1717, 1433, 1775]
article-text: ΚΥΡΙΑΚΗ, 4 Νοεμβρίου.— Σελήνη 7 ήμερῶν. — Ἀνατολὴ ἡλ. ὥρα 6 λεπτ. 42. Δύσις ὥρα 4 λεπτά 48. Ἰωαννικίου ὁσίου, Νικάνδρου ἱερομ. — [104, 178, 358, 245]
ad-subtitle: Ἔναντι μεγάλης οἰκίας Μελᾶ — [1217, 1864, 1405, 1879]
article-text: Ἡ Ἔκθεσις τῶν Χρυσανθέμων τοῦ Παρνασσοῦ κλείει σήμερον ὁριστικῶς. Χθὲς ἡ αἴθουσα ἦτο ἀνοικτὴ ὥρας 10—12 ἐπὶ τιμήματι δραχμῆς μιᾶς ἀνὰ εἰσιτήριον καὶ ὥρας 3—7 ἐπὶ τιμήματι πεντήκοντα λεπτῶν. — [1180, 1027, 1442, 1130]
article-text: Ἐν τῷ ὑπουργείῳ τῶν Ἐσωτερικῶν ἐλήφθη ὑπ᾽ ὄψιν ἡ ὀργανισμὸς ὑπὸ τῆς ὑπηρεσίας τῆς δημοσίας ἀσφαλείας ἐν ταῖς ἐπαρχίαις. — [1180, 845, 1441, 912]
article-text: Ὁ κ. Στάης εἰς τὴν αὔριον ἑορτὴν τῶν ἐγκαινίων τῆς Ἐμπορικῆς Σχολῆς θὰ ὁμιλήσῃ ἐκτενῶς. Προετοιμάσια πολλὰ ἐγένοντο. Ὁ ἑορτασμὸς θὰ διεξαχθῇ μεγαλοπρεπῶς. — [640, 379, 896, 464]
divider — [378, 1390, 620, 1391]
ad-subtitle: ΣΥΦΙΛΙΔΙΚΩΝ-ΔΕΡΜΑΤΙΚΩΝ ΝΟΣΗΜΑΤΩΝ — [1192, 1425, 1429, 1442]
section-title: ΑΘΗΝΑΙΟΙ ΠΟΔΗΛΑΤΑΙ — [920, 224, 1156, 253]
table-header: Ὁμ. Ἐθν. Πωλ. — [106, 348, 200, 362]
section-subtitle: Διὰ ταῦτα — [994, 903, 1082, 921]
article-text: Πρὸς ἐκμάθησιν τῆς Γαλλικῆς καὶ Ἰταλικῆς γλώσσης ἐντὸς 6 μηνῶν. Διδάσκεται ὑπὸ τῆς κ. Μαρίας Φιλαρέτου, ὁδὸς Ἁγίου Κωνσταντίνου, ἀριθμὸς 49, ἔναντι τῆς Φυλακίου. — [908, 1693, 1167, 1779]
article-text: Συνετέθη τούτου ἅμα ὡς διαδίδεται, τὸ ἀρμόδιον Δευτέραν τὸ πόρισμα τῶν ἀνακρίσεων εἰς τὸ ὑπουργεῖον τῶν Ναυτικῶν. Θὰ διαταχθῇ ἡ ἀπομάκρυνσις τῶν ἐν τῷ Ναυστάθμῳ ὑπηρετούντων τινῶν. Συγχρόνως τὸ ὑπουργεῖον τῶν Ναυτικῶν συμφώνως πρὸς τὸν — [104, 2015, 358, 2154]
table-cell: Ἐθνικῆς ...3.842.50 — [106, 545, 219, 559]
table-cell: Σιδ. Θεσ. 115.— — [223, 419, 358, 432]
article-text: Μετ᾽ αὐτῶν συναπέρχονται αὔριον οἱ κυβερνητικοὶ βουλευταὶ Μεσσηνίας. — [640, 1522, 896, 1573]
table-cell: Κρητ.Τραπ. 197.— — [106, 572, 211, 587]
table-cell: »28.5 1|2ο|ο 480.— — [106, 502, 218, 516]
divider — [1188, 1176, 1434, 1177]
column-5 — [1180, 144, 1484, 2260]
section-subtitle: (Ἰδιαιτ. τηλεγρ. τοῦ «Ἐμπρὸς») — [669, 1342, 867, 1358]
table-cell: Εἰκοσάφραγκ. 33.65 — [223, 516, 358, 530]
column-rule — [903, 144, 904, 2156]
ad-footer: 19. ΖΗΤΗΣΑΤΕ ΤΑ Πωλεῖται Τσιμπικὰ — [1203, 2191, 1418, 2224]
section-subtitle: (Ἰδιαιτέρου τηλεγρ. τοῦ «Ἐμπρὸς») — [657, 2134, 879, 2150]
table-cell: Μετ. Τραπεζῶν — [106, 530, 194, 545]
table-row — [104, 461, 358, 474]
section-title: ΒΡΕΦΟΣ ΕΝΤΟΣ ΜΠΑΟΥΛΟΥ — [1195, 1182, 1427, 1206]
article-text: Αἱ ὁπὸ τοῦ κ. Πασχαλίκου ἀνακρίσεις θὰ συνεχισθῶσιν καὶ σήμερον. — [104, 1770, 358, 1821]
divider — [1188, 810, 1434, 811]
article-text: Βουλευτὴς ἀντιπολιτευόμενος ἐδέξατο χθὲς, διατεινόμενος, ὅτι εἶνε πληροφορημένος ἐκ πηγῆς καλῆς, ὅτι ἡ δευτέρα συνεργασία τοῦ Βασιλέως μετὰ τοῦ κ. Θεοτόκη προεκλήθη παρὰ τῆς Α. Μ. ἐπὶ τῷ λόγῳ, ἵνα ὁ Πρωθυπουργὸς παράσχῃ πληρεστέρας λεπτομερείας ἐπὶ τῆς καταστάσεως ἐν γένει τοῦ Κράτους. Εἰς τοῦτο ὡρμήθη ἡ Α. Μ., διότι δὲν ἐξηκριβώθη μακρὰν παντὸς ἐπιλήψεως ἐπὶ τῶν καταστάσεων. — [370, 322, 628, 531]
article-text: Τὸ ἀνώτερον Καπνεμπορεῖον ἐκαινοποιεῖ ὅλων τῶν πελατῶν τὰ γοῦστα, διότι ἐν αὐτῷ καὶ μόνον ὑπάρχουν ὅλα τὰ καπνὰ καὶ ἐκλεκτότερα καπνά, ὑπέρτερα ὅλων τῶν καλλιτέρων ἐν Ἑλλάδι τσιγάρων. — [1180, 1883, 1441, 1986]
section-subtitle: Ποῖος ὁ δράστης — [161, 1057, 301, 1075]
column-1 — [104, 144, 358, 2160]
article-text: ΠΑΡΙΣΙΟΙ, 3 Νοεμβρίου, (ἐμμέσως). — Ὁ ὑπουργὸς τῶν Ἐξωτερικῶν Δελκασσὲ ἀνεκοίνωσε χθὲς εἰς τὴν Βουλὴν τὴν ἀναμένην σύνταξιν, ἵνα συνενεχθῇ μετὰ τοῦ Γερμανικοῦ Συμβουλίου καὶ εἶπε ὅτι θὰ ἐξακολουθήσῃ ἐπὶ τῆς νέας τοῦ Γαλλοτουρκικοῦ ἐπεισοδίου. — [370, 1654, 628, 1793]
article-text: ΚΑΛΑΜΑΙ, 3 Νοεμβρίου. — Ἀνετράπη τὸ ἐπὶ ἐξαγωγὴν τῆς σταφίδος καὶ τῆς πιστεύτης 230 κατὰ χιλιόλιτρον, ἑκατὸν 180, σῖνα 36—87, ἀτμόπλοιον τῆς Παπέλλιωσα τόν φορτωμένον 6000 σάκκους διὰ Τεργέστην, δὲ τοῦ Ἀμπέρης φορτώνει τὸν μῆνα. — [640, 2153, 896, 2292]
section-subtitle: Ἔργον Νομικόν, Ἰατρικὸν καὶ Κοινωνιολογικὸν — [910, 699, 1166, 735]
section-title: Ο Κ. ΣΤΑΗΣ ΕΙΣ ΠΑΤΡΑΣ — [645, 148, 891, 175]
market-table — [104, 348, 358, 615]
table-row — [104, 474, 358, 488]
section-title: Ο ΓΑΜΟΣ — [942, 656, 1134, 697]
table-cell: Μάρκον 209 1|4 — [223, 601, 358, 615]
section-subtitle: (Ἰδιαιτ. τηλεγρ. τοῦ «Ἐμπρὸς») — [669, 507, 867, 523]
section-title: ΑΠΟΠΕΙΡΑ ΦΟΝΟΥ — [658, 1749, 878, 1782]
section-title: ΚΑΙ Ο ΒΑΣΙΛΕΥΣ — [404, 268, 594, 301]
section-title: ΑΝΑΧΩΡΗΣΙΣ ΒΟΥΛΕΥΤΩΝ — [700, 1265, 836, 1323]
section-title: Ο ΠΟΛΕΜΟΣ — [384, 1185, 614, 1223]
section-title: ΙΤΑΛΟΣ ΑΠΑΤΕΩΝ — [1219, 463, 1403, 491]
section-title: ΤΟΥ ΠΕΙΡΑΙΩΣ — [125, 746, 337, 786]
section-title: ΥΠΕΡ ΤΩΝ ΑΡΜΕΝΙΩΝ — [386, 2232, 612, 2260]
article-text: Ἡ ἐξέλεγξις ὑπολογίζεται ὅτι θέλει περατωθῇ ἐντὸς 4 ἢ 5 ἡμερῶν. — [1180, 770, 1441, 803]
article-text: Σοβαρὰ ἐνδείξις ἐνοχῆς τοῦ Εὐδοκίμου θεωρεῖται, ὅτι οὗτος φέρει τὸν δάκτυλον τῆς ἑτέρας τῶν χειρῶν κομμένον διὰ μαχαιρίου. — [104, 1494, 358, 1563]
ad-title: ΤΑΠΗΤΕΣ — [924, 1794, 1152, 1837]
divider — [378, 2228, 620, 2229]
divider — [916, 485, 1160, 486]
table-row — [104, 503, 358, 516]
section-title: Η ΣΥΠΟΤΡΟΦΙΑ ΕΙΣ ΤΑΣ ΕΠΑΡΧΙΑΣ — [1187, 817, 1435, 839]
table-row — [104, 489, 358, 503]
ad-address: 38 - Ὁδὸς Ἀθηνᾶς - 38 — [1208, 1666, 1414, 1686]
table-cell: Ἐθ.Ἀχ.4ο|ο 680.— — [106, 432, 210, 446]
divider — [1180, 1708, 1441, 1711]
article-text: «Ἡ εἰρήνη, λέγει, θὰ ζητηθῇ μόνον ἐπὶ τῇ βάσει τῆς ἀπολύτου ἀνεξαρτησίας τῶν δύο Δημοκρατιῶν. — [370, 1333, 628, 1383]
table-row — [104, 432, 358, 446]
section-subtitle: Τὶ ἐζήτησεν ἀπὸ τὴν Τουρκίαν — [411, 2058, 586, 2095]
section-subtitle: (Ἰδιαίτερον τηλεγράφημα τοῦ «Ἐμπρὸς») — [406, 1034, 592, 1065]
article-text: τὸ θῆ, τότε εἰς ἐφαρμογὴν τὸ σύντηξις πολεμικῶν μέσων τῆς παρακολουθήσεως τῆς προόδου τῶν ἐργασιῶν τῆς Βουλῆς διὰ τῆς κολυσεως. — [104, 630, 358, 716]
article-signature: Ν. Μπουρέμης — [1060, 1187, 1167, 1203]
table-cell: Σιδ.Π.Α.Π. 52.25 — [223, 404, 358, 418]
section-subtitle: (Ἰδιαιτέρου τηλεγρ. τοῦ «Ἐμπρὸς») — [927, 283, 1149, 298]
section-title: ΘΥΕΛΛΑ ΕΙΣ ΤΗΝ ΑΓΓΛΙΑΝ — [412, 978, 586, 1036]
section-title: ΤΟ ΕΠΙΚΙΝΔΥΝΟΝ ΞΥΡΙΣΜΑ — [926, 1050, 1150, 1074]
